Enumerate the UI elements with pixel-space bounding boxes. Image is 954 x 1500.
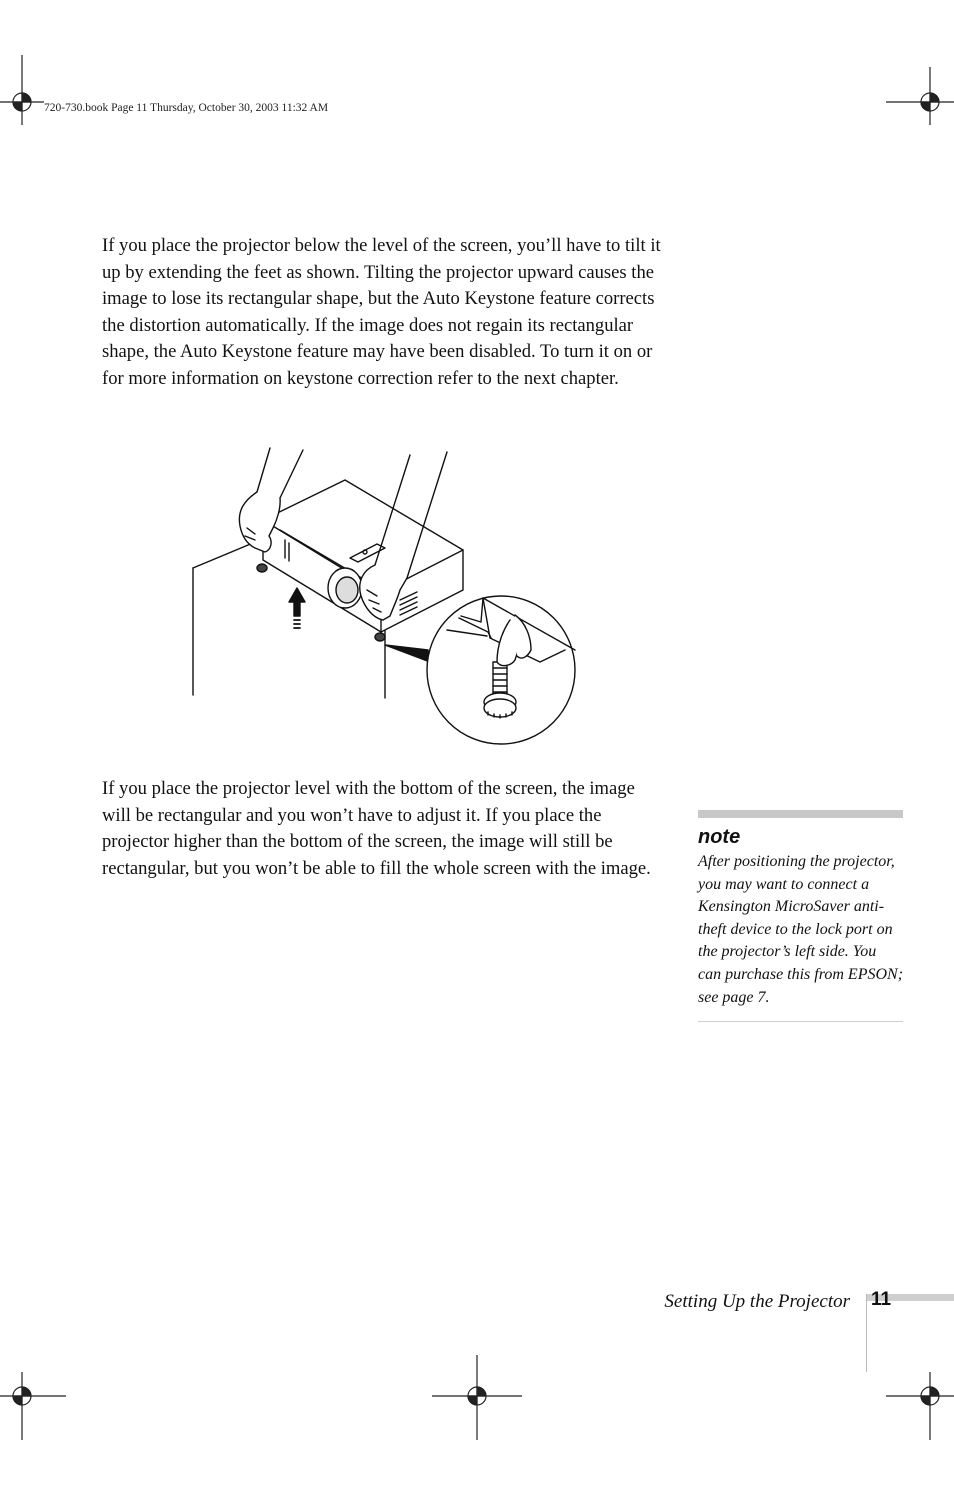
print-header-line: 720-730.book Page 11 Thursday, October 30, 2003 11:32 AM <box>44 102 329 114</box>
callout-pointer <box>385 645 430 662</box>
registration-mark-bottom-center <box>432 1355 522 1440</box>
note-text: After positioning the projector, you may want to connect a Kensington MicroSaver anti-theft device to the lock port on the projector’s left side. You can purchase this from EPSON; see page 7. <box>698 853 904 1006</box>
note-top-bar <box>698 810 903 818</box>
note-bottom-rule <box>698 1021 903 1022</box>
registration-mark-bottom-right <box>886 1372 954 1440</box>
up-arrow-indicator <box>289 588 305 628</box>
registration-mark-bottom-left <box>0 1372 66 1440</box>
body-paragraph-2: If you place the projector level with the bottom of the screen, the image will be rectangular and you won’t have to adjust it. If you place the projector higher than the bottom of the screen, the image will still be rectangular, but you won’t be able to fill the whole screen with the image. <box>102 778 651 879</box>
note-sidebar <box>698 810 903 1022</box>
footer-section-title: Setting Up the Projector <box>664 1291 850 1312</box>
note-title: note <box>698 826 741 848</box>
magnified-inset <box>427 596 575 744</box>
registration-mark-top-left <box>0 55 44 125</box>
page-number: 11 <box>871 1289 892 1310</box>
projector-body <box>263 480 463 632</box>
body-paragraph-1: If you place the projector below the level of the screen, you’ll have to tilt it up by extending the feet as shown. Tilting the projector upward causes the image to lose its rectangular shape, but the Auto Keystone feature corrects the distortion automatically. If the image does not regain its rectangular shape, the Auto Keystone feature may have been disabled. To turn it on or for more information on keystone correction refer to the next chapter. <box>102 235 661 389</box>
projector-foot-illustration <box>185 440 585 750</box>
registration-mark-top-right <box>886 67 954 125</box>
footer-vertical-rule <box>866 1294 867 1372</box>
